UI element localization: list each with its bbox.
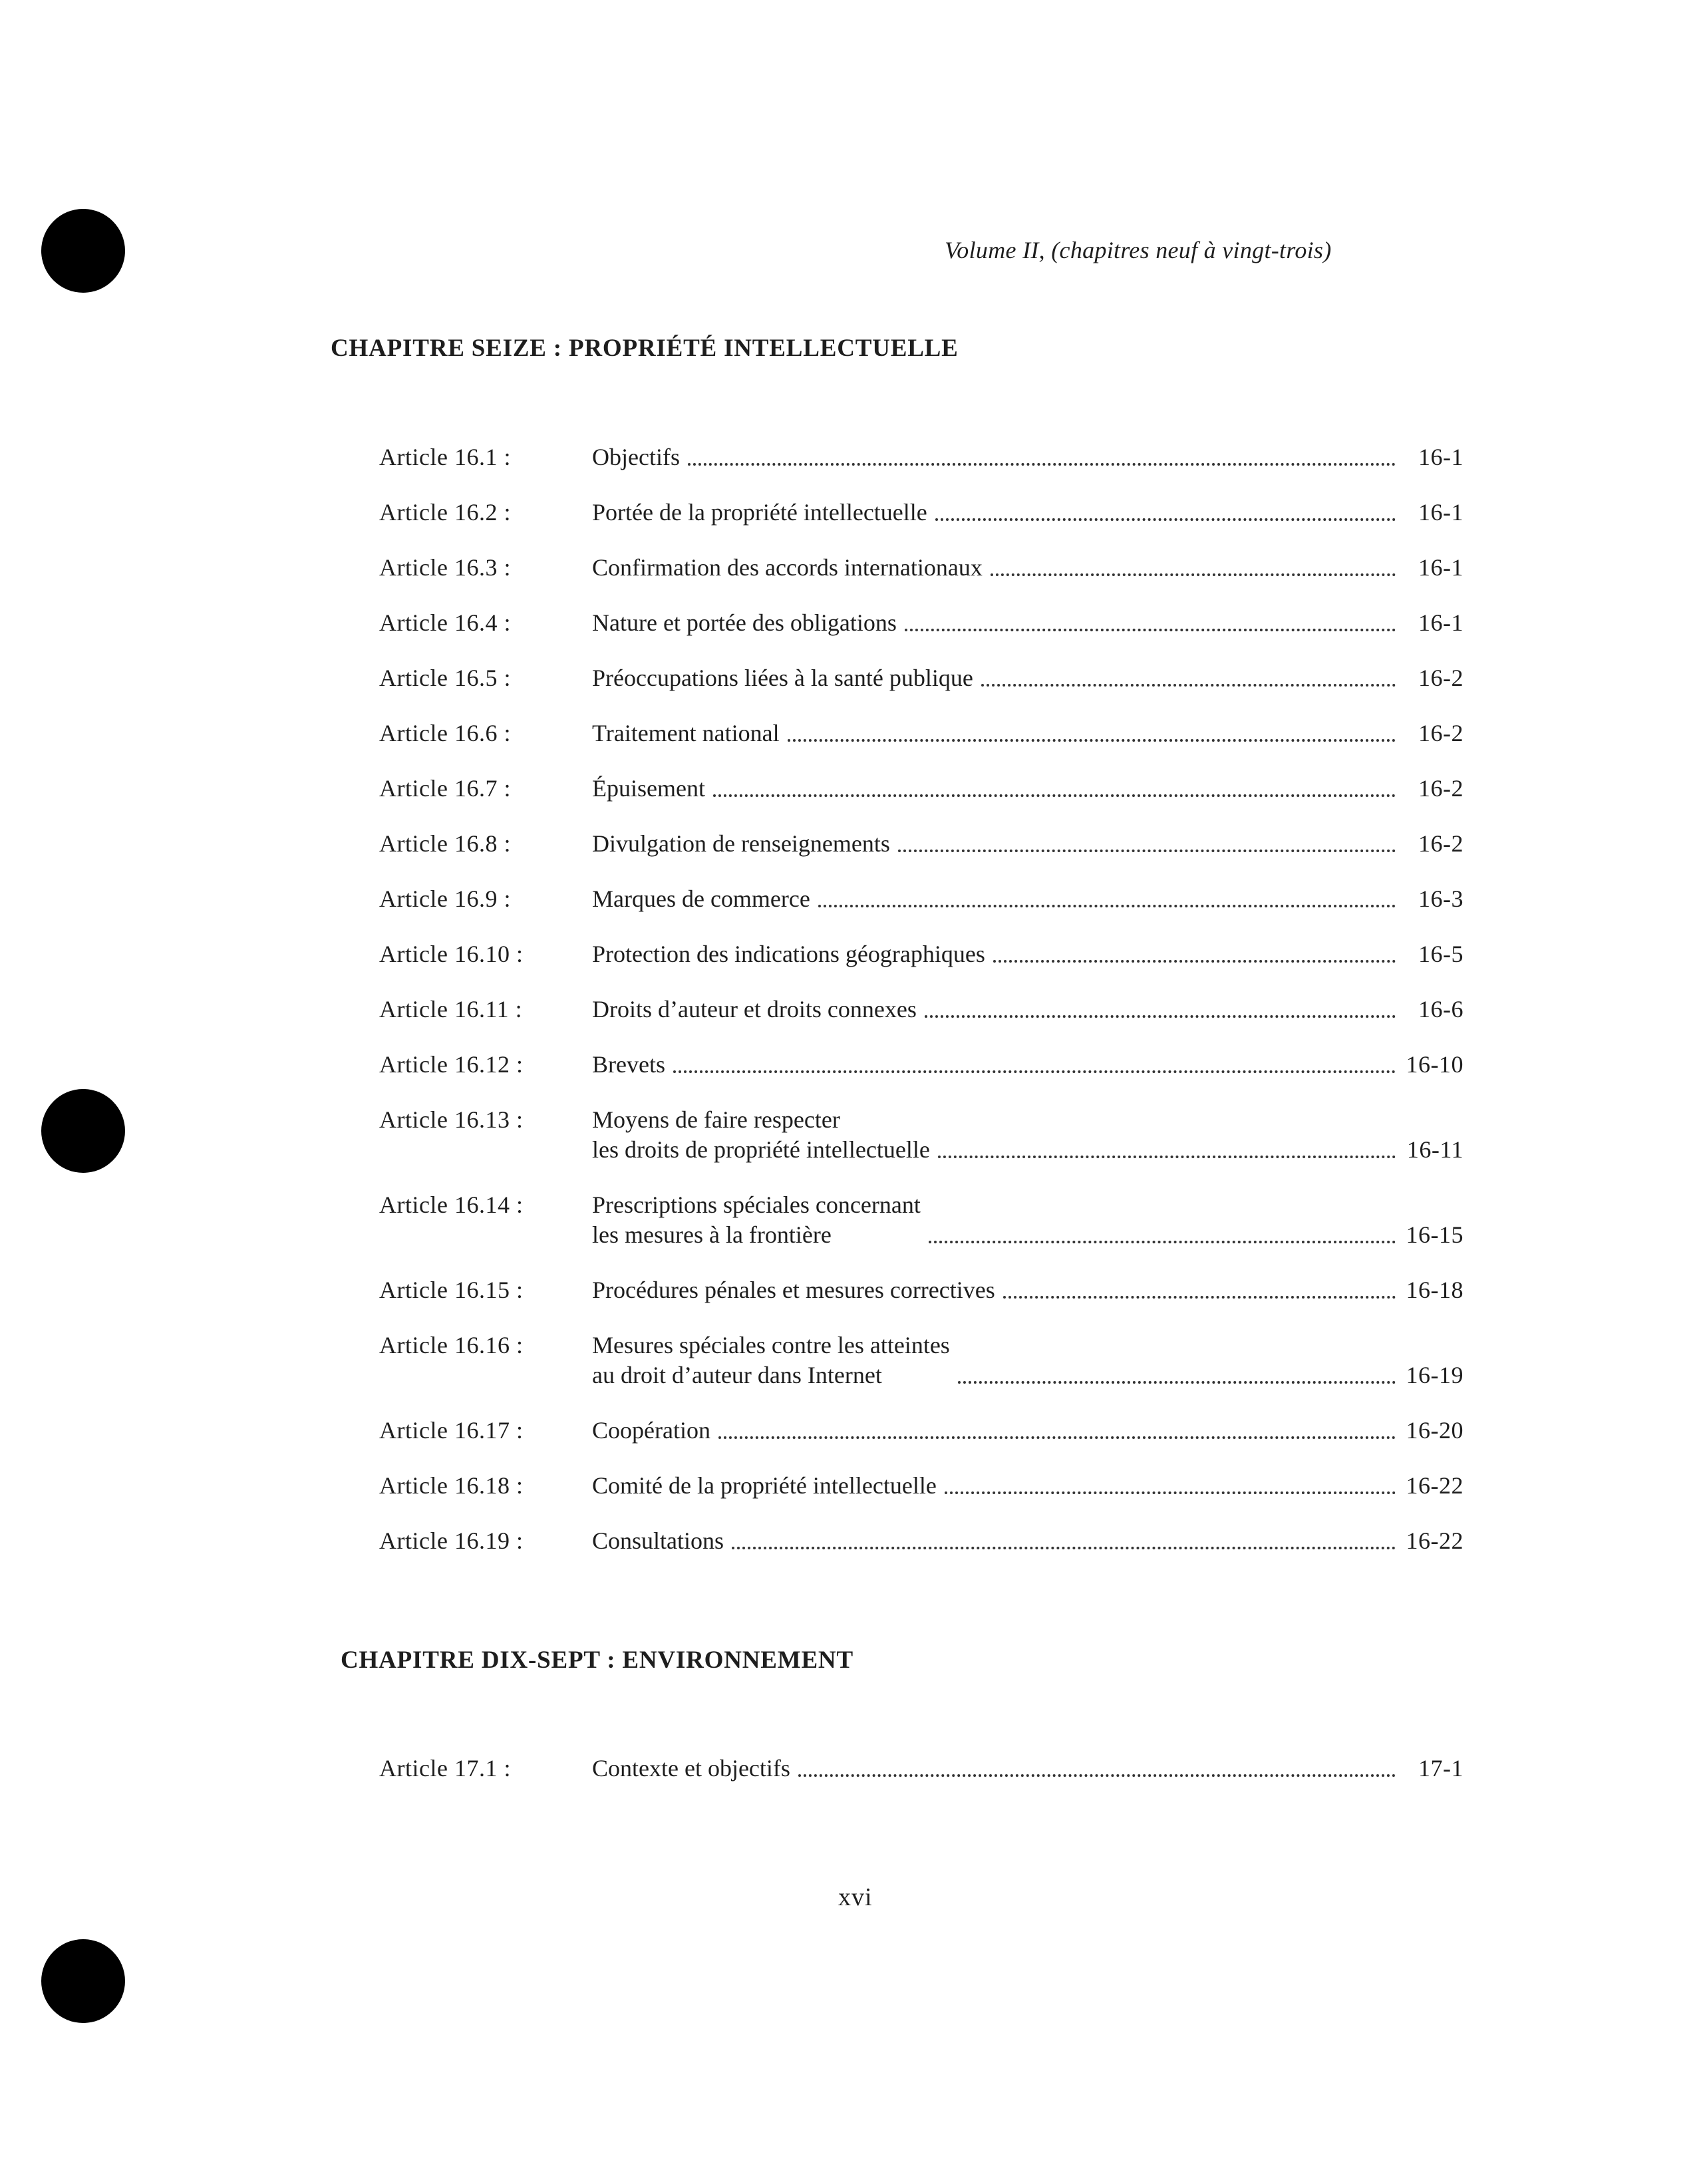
- toc-title-line: Procédures pénales et mesures correctives: [592, 1277, 995, 1303]
- toc-title-line: Objectifs: [592, 444, 680, 470]
- toc-title: [592, 442, 680, 472]
- toc-title-line: Nature et portée des obligations: [592, 609, 897, 636]
- toc-title-line: Confirmation des accords internationaux: [592, 554, 983, 581]
- toc-article-number: Article 17.1 :: [379, 1755, 511, 1782]
- toc-title: [592, 1190, 921, 1250]
- toc-title-line: Protection des indications géographiques: [592, 941, 985, 967]
- toc-title-wrap: [592, 774, 1404, 804]
- toc-list-chapter-17: [379, 1754, 1464, 1784]
- toc-title-line: Épuisement: [592, 775, 705, 802]
- toc-dot-leader: [958, 1381, 1396, 1384]
- toc-entry: [379, 1330, 1464, 1390]
- running-header: Volume II, (chapitres neuf à vingt-trois): [945, 237, 1332, 263]
- toc-entry: [379, 553, 1464, 583]
- toc-title-line: Préoccupations liées à la santé publique: [592, 665, 973, 691]
- toc-article-number: Article 16.8 :: [379, 830, 511, 857]
- toc-entry: [379, 774, 1464, 804]
- toc-entry: [379, 1526, 1464, 1556]
- toc-dot-leader: [688, 463, 1396, 466]
- toc-list-chapter-16: [379, 442, 1464, 1556]
- toc-page-ref: 16-2: [1418, 720, 1464, 746]
- toc-dot-leader: [981, 684, 1396, 687]
- toc-title: [592, 939, 985, 969]
- chapter-title-17: CHAPITRE DIX-SEPT : ENVIRONNEMENT: [341, 1646, 853, 1674]
- toc-title: [592, 718, 780, 748]
- toc-title-wrap: [592, 1416, 1404, 1446]
- toc-dot-leader: [905, 629, 1396, 631]
- toc-title: [592, 1416, 710, 1446]
- binder-hole: [41, 1089, 125, 1173]
- toc-page-ref: 16-1: [1418, 554, 1464, 581]
- toc-page-ref: 16-22: [1406, 1527, 1464, 1554]
- toc-page-ref: 16-10: [1406, 1051, 1464, 1078]
- toc-title: [592, 829, 890, 859]
- toc-page-ref: 16-2: [1418, 775, 1464, 802]
- toc-title-wrap: [592, 1471, 1404, 1501]
- toc-title-line: Moyens de faire respecter: [592, 1106, 840, 1133]
- toc-title: [592, 553, 983, 583]
- toc-entry: [379, 1050, 1464, 1080]
- toc-dot-leader: [798, 1774, 1396, 1777]
- toc-dot-leader: [925, 1015, 1396, 1018]
- toc-dot-leader: [993, 960, 1396, 963]
- toc-article-number: Article 16.14 :: [379, 1191, 524, 1218]
- toc-title-line: Brevets: [592, 1051, 665, 1078]
- toc-entry: [379, 939, 1464, 969]
- toc-title-line: au droit d’auteur dans Internet: [592, 1362, 882, 1388]
- toc-title: [592, 995, 917, 1024]
- toc-entry: [379, 1105, 1464, 1165]
- toc-title-wrap: [592, 663, 1404, 693]
- toc-entry: [379, 1416, 1464, 1446]
- toc-page-ref: 17-1: [1418, 1755, 1464, 1782]
- toc-page-ref: 16-1: [1418, 499, 1464, 526]
- toc-title: [592, 1050, 665, 1080]
- toc-entry: [379, 1275, 1464, 1305]
- toc-title: [592, 1275, 995, 1305]
- toc-page-ref: 16-20: [1406, 1417, 1464, 1444]
- toc-entry: [379, 498, 1464, 528]
- toc-title: [592, 1105, 930, 1165]
- toc-article-number: Article 16.1 :: [379, 444, 511, 470]
- toc-title-line: Prescriptions spéciales concernant: [592, 1191, 921, 1218]
- toc-title-wrap: [592, 718, 1404, 748]
- toc-title: [592, 1471, 937, 1501]
- toc-title: [592, 663, 973, 693]
- toc-title-wrap: [592, 995, 1404, 1024]
- toc-title-line: les mesures à la frontière: [592, 1221, 832, 1248]
- toc-dot-leader: [673, 1070, 1396, 1073]
- toc-page-ref: 16-1: [1418, 444, 1464, 470]
- toc-page-ref: 16-22: [1406, 1472, 1464, 1499]
- toc-title-line: les droits de propriété intellectuelle: [592, 1136, 930, 1163]
- toc-title-line: Mesures spéciales contre les atteintes: [592, 1332, 950, 1358]
- toc-title: [592, 498, 927, 528]
- toc-dot-leader: [935, 518, 1396, 521]
- toc-article-number: Article 16.10 :: [379, 941, 524, 967]
- toc-entry: [379, 1754, 1464, 1784]
- toc-dot-leader: [788, 739, 1396, 742]
- toc-entry: [379, 442, 1464, 472]
- binder-hole: [41, 209, 125, 293]
- chapter-title-16: CHAPITRE SEIZE : PROPRIÉTÉ INTELLECTUELLE: [331, 335, 959, 362]
- toc-article-number: Article 16.12 :: [379, 1051, 524, 1078]
- toc-dot-leader: [818, 905, 1396, 907]
- toc-dot-leader: [929, 1241, 1396, 1243]
- toc-entry: [379, 608, 1464, 638]
- toc-entry: [379, 884, 1464, 914]
- toc-page-ref: 16-5: [1418, 941, 1464, 967]
- toc-entry: [379, 995, 1464, 1024]
- toc-title-line: Portée de la propriété intellectuelle: [592, 499, 927, 526]
- toc-title-wrap: [592, 553, 1404, 583]
- toc-entry: [379, 718, 1464, 748]
- toc-title-wrap: [592, 1275, 1404, 1305]
- toc-article-number: Article 16.6 :: [379, 720, 511, 746]
- toc-entry: [379, 829, 1464, 859]
- toc-title: [592, 884, 810, 914]
- toc-title-wrap: [592, 1105, 1404, 1165]
- toc-dot-leader: [713, 794, 1396, 797]
- toc-title-line: Comité de la propriété intellectuelle: [592, 1472, 937, 1499]
- toc-dot-leader: [1003, 1296, 1396, 1299]
- toc-title-wrap: [592, 1330, 1404, 1390]
- toc-dot-leader: [732, 1547, 1396, 1549]
- toc-title-wrap: [592, 442, 1404, 472]
- toc-page-ref: 16-6: [1418, 996, 1464, 1022]
- toc-page-ref: 16-18: [1406, 1277, 1464, 1303]
- toc-title: [592, 774, 705, 804]
- toc-page-ref: 16-15: [1406, 1221, 1464, 1248]
- toc-article-number: Article 16.2 :: [379, 499, 511, 526]
- toc-page-ref: 16-11: [1406, 1136, 1464, 1163]
- toc-entry: [379, 663, 1464, 693]
- toc-title-wrap: [592, 1190, 1404, 1250]
- toc-article-number: Article 16.18 :: [379, 1472, 524, 1499]
- toc-dot-leader: [938, 1156, 1396, 1158]
- toc-title-wrap: [592, 1050, 1404, 1080]
- toc-article-number: Article 16.7 :: [379, 775, 511, 802]
- page-number: xvi: [838, 1883, 873, 1911]
- toc-title-line: Marques de commerce: [592, 885, 810, 912]
- toc-title-line: Contexte et objectifs: [592, 1755, 790, 1782]
- toc-article-number: Article 16.19 :: [379, 1527, 524, 1554]
- toc-dot-leader: [718, 1436, 1396, 1439]
- toc-title-wrap: [592, 939, 1404, 969]
- toc-title-line: Divulgation de renseignements: [592, 830, 890, 857]
- toc-page-ref: 16-2: [1418, 830, 1464, 857]
- toc-title-wrap: [592, 1754, 1404, 1784]
- toc-article-number: Article 16.9 :: [379, 885, 511, 912]
- toc-title-line: Droits d’auteur et droits connexes: [592, 996, 917, 1022]
- toc-title-line: Traitement national: [592, 720, 780, 746]
- toc-page-ref: 16-3: [1418, 885, 1464, 912]
- toc-dot-leader: [898, 850, 1396, 852]
- toc-title-line: Consultations: [592, 1527, 724, 1554]
- toc-article-number: Article 16.13 :: [379, 1106, 524, 1133]
- toc-title: [592, 1526, 724, 1556]
- toc-title: [592, 1754, 790, 1784]
- toc-entry: [379, 1471, 1464, 1501]
- toc-article-number: Article 16.16 :: [379, 1332, 524, 1358]
- toc-title: [592, 608, 897, 638]
- toc-page-ref: 16-2: [1418, 665, 1464, 691]
- toc-dot-leader: [991, 573, 1396, 576]
- toc-title: [592, 1330, 950, 1390]
- toc-page-ref: 16-1: [1418, 609, 1464, 636]
- toc-article-number: Article 16.17 :: [379, 1417, 524, 1444]
- toc-article-number: Article 16.15 :: [379, 1277, 524, 1303]
- binder-hole: [41, 1939, 125, 2023]
- toc-title-wrap: [592, 829, 1404, 859]
- toc-entry: [379, 1190, 1464, 1250]
- toc-title-line: Coopération: [592, 1417, 710, 1444]
- toc-article-number: Article 16.3 :: [379, 554, 511, 581]
- toc-article-number: Article 16.4 :: [379, 609, 511, 636]
- toc-page-ref: 16-19: [1406, 1362, 1464, 1388]
- toc-dot-leader: [945, 1491, 1396, 1494]
- toc-article-number: Article 16.5 :: [379, 665, 511, 691]
- toc-article-number: Article 16.11 :: [379, 996, 523, 1022]
- toc-title-wrap: [592, 1526, 1404, 1556]
- toc-title-wrap: [592, 884, 1404, 914]
- toc-title-wrap: [592, 498, 1404, 528]
- toc-title-wrap: [592, 608, 1404, 638]
